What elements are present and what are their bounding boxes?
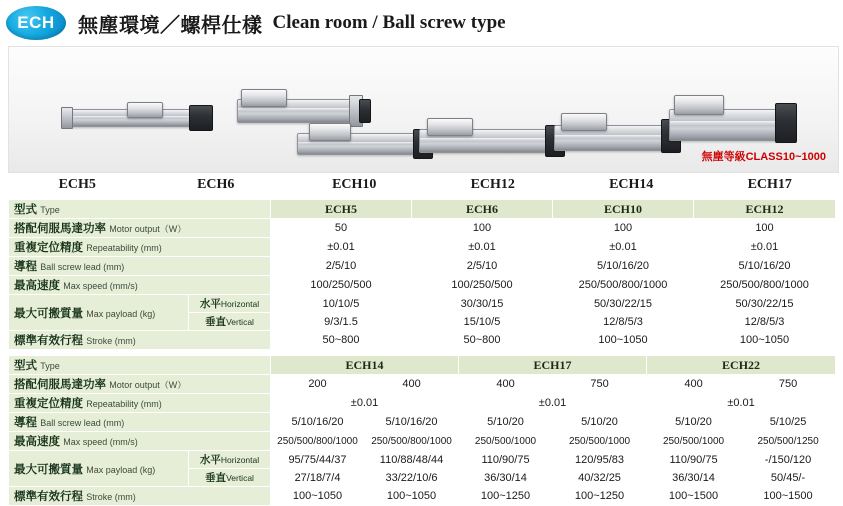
table-row bbox=[9, 451, 836, 469]
model-label-ech14: ECH14 bbox=[609, 177, 654, 192]
model-header-ech22: ECH22 bbox=[647, 356, 836, 375]
model-header-ech14: ECH14 bbox=[271, 356, 459, 375]
cell-max-speed-ech5: 100/250/500 bbox=[271, 276, 412, 295]
row-label-lead-2: 導程 Ball screw lead (mm) bbox=[9, 413, 271, 432]
cell-payload-h-ech10: 50/30/22/15 bbox=[553, 295, 694, 313]
table-row bbox=[9, 356, 836, 375]
cell-repeatability-ech14: ±0.01 bbox=[271, 394, 459, 413]
cell-stroke-ech22-400: 100~1500 bbox=[647, 487, 741, 506]
subrow-label-vertical: 垂直Vertical bbox=[189, 313, 271, 331]
spec-table-2 bbox=[8, 355, 836, 506]
row-label-motor-output-2: 搭配伺服馬達功率 Motor output（W） bbox=[9, 375, 271, 394]
model-label-ech5: ECH5 bbox=[58, 177, 96, 192]
table-row bbox=[9, 200, 836, 219]
cell-payload-h-ech5: 10/10/5 bbox=[271, 295, 412, 313]
cell-stroke-ech12: 100~1050 bbox=[694, 331, 836, 350]
model-label-ech10: ECH10 bbox=[332, 177, 377, 192]
cell-max-speed-ech14-400: 250/500/800/1000 bbox=[365, 432, 459, 451]
table-row bbox=[9, 276, 836, 295]
page-title-chinese: 無塵環境／螺桿仕樣 bbox=[78, 14, 263, 37]
model-label-ech12: ECH12 bbox=[470, 177, 515, 192]
row-label-type: 型式 Type bbox=[9, 200, 271, 219]
row-label-max-payload-2: 最大可搬質量 Max payload (kg) bbox=[9, 451, 189, 487]
cell-lead-ech22-400: 5/10/20 bbox=[647, 413, 741, 432]
model-header-ech6: ECH6 bbox=[412, 200, 553, 219]
subrow-label-vertical-2: 垂直Vertical bbox=[189, 469, 271, 487]
cell-motor-output-ech12: 100 bbox=[694, 219, 836, 238]
cell-payload-h-ech22-750: -/150/120 bbox=[741, 451, 836, 469]
cell-motor-output-ech14-400: 400 bbox=[365, 375, 459, 394]
table-row bbox=[9, 257, 836, 276]
cell-payload-v-ech17-400: 36/30/14 bbox=[459, 469, 553, 487]
model-label-ech6: ECH6 bbox=[197, 177, 235, 192]
cell-lead-ech14-200: 5/10/16/20 bbox=[271, 413, 365, 432]
cell-payload-v-ech22-400: 36/30/14 bbox=[647, 469, 741, 487]
cell-payload-h-ech22-400: 110/90/75 bbox=[647, 451, 741, 469]
cell-lead-ech10: 5/10/16/20 bbox=[553, 257, 694, 276]
cell-payload-h-ech17-400: 110/90/75 bbox=[459, 451, 553, 469]
cell-max-speed-ech12: 250/500/800/1000 bbox=[694, 276, 836, 295]
cell-stroke-ech14-200: 100~1050 bbox=[271, 487, 365, 506]
cell-payload-v-ech12: 12/8/5/3 bbox=[694, 313, 836, 331]
cell-repeatability-ech17: ±0.01 bbox=[459, 394, 647, 413]
cell-max-speed-ech22-750: 250/500/1250 bbox=[741, 432, 836, 451]
cell-stroke-ech10: 100~1050 bbox=[553, 331, 694, 350]
row-label-max-payload: 最大可搬質量 Max payload (kg) bbox=[9, 295, 189, 331]
cell-repeatability-ech10: ±0.01 bbox=[553, 238, 694, 257]
table-row bbox=[9, 394, 836, 413]
row-label-max-speed: 最高速度 Max speed (mm/s) bbox=[9, 276, 271, 295]
cell-max-speed-ech17-400: 250/500/1000 bbox=[459, 432, 553, 451]
cell-stroke-ech6: 50~800 bbox=[412, 331, 553, 350]
cell-stroke-ech22-750: 100~1500 bbox=[741, 487, 836, 506]
cell-payload-v-ech14-400: 33/22/10/6 bbox=[365, 469, 459, 487]
cell-repeatability-ech6: ±0.01 bbox=[412, 238, 553, 257]
cell-max-speed-ech22-400: 250/500/1000 bbox=[647, 432, 741, 451]
cell-lead-ech5: 2/5/10 bbox=[271, 257, 412, 276]
cell-lead-ech22-750: 5/10/25 bbox=[741, 413, 836, 432]
cell-motor-output-ech17-400: 400 bbox=[459, 375, 553, 394]
row-label-stroke-2: 標準有效行程 Stroke (mm) bbox=[9, 487, 271, 506]
cell-lead-ech12: 5/10/16/20 bbox=[694, 257, 836, 276]
row-label-stroke: 標準有效行程 Stroke (mm) bbox=[9, 331, 271, 350]
table-row bbox=[9, 295, 836, 313]
cell-stroke-ech5: 50~800 bbox=[271, 331, 412, 350]
subrow-label-horizontal: 水平Horizontal bbox=[189, 295, 271, 313]
cell-repeatability-ech12: ±0.01 bbox=[694, 238, 836, 257]
cell-stroke-ech14-400: 100~1050 bbox=[365, 487, 459, 506]
cell-payload-v-ech6: 15/10/5 bbox=[412, 313, 553, 331]
row-label-lead: 導程 Ball screw lead (mm) bbox=[9, 257, 271, 276]
row-label-type-2: 型式 Type bbox=[9, 356, 271, 375]
page-header bbox=[0, 0, 843, 44]
product-photo-strip bbox=[8, 46, 839, 173]
cell-payload-v-ech10: 12/8/5/3 bbox=[553, 313, 694, 331]
table-row bbox=[9, 487, 836, 506]
table-row bbox=[9, 238, 836, 257]
cell-stroke-ech17-400: 100~1250 bbox=[459, 487, 553, 506]
row-label-motor-output: 搭配伺服馬達功率 Motor output（W） bbox=[9, 219, 271, 238]
cell-motor-output-ech22-750: 750 bbox=[741, 375, 836, 394]
cell-payload-h-ech14-400: 110/88/48/44 bbox=[365, 451, 459, 469]
table-row bbox=[9, 331, 836, 350]
cell-payload-v-ech5: 9/3/1.5 bbox=[271, 313, 412, 331]
subrow-label-horizontal-2: 水平Horizontal bbox=[189, 451, 271, 469]
cell-payload-h-ech12: 50/30/22/15 bbox=[694, 295, 836, 313]
model-header-ech17: ECH17 bbox=[459, 356, 647, 375]
cell-repeatability-ech5: ±0.01 bbox=[271, 238, 412, 257]
cell-motor-output-ech6: 100 bbox=[412, 219, 553, 238]
model-label-ech17: ECH17 bbox=[747, 177, 792, 192]
spec-table-1 bbox=[8, 199, 836, 350]
table-row bbox=[9, 413, 836, 432]
row-label-repeatability-2: 重複定位精度 Repeatability (mm) bbox=[9, 394, 271, 413]
model-header-ech10: ECH10 bbox=[553, 200, 694, 219]
cell-payload-h-ech17-750: 120/95/83 bbox=[553, 451, 647, 469]
cell-lead-ech17-750: 5/10/20 bbox=[553, 413, 647, 432]
ech-logo: ECH bbox=[6, 6, 66, 40]
cell-motor-output-ech17-750: 750 bbox=[553, 375, 647, 394]
cell-payload-v-ech14-200: 27/18/7/4 bbox=[271, 469, 365, 487]
cell-max-speed-ech17-750: 250/500/1000 bbox=[553, 432, 647, 451]
cell-max-speed-ech10: 250/500/800/1000 bbox=[553, 276, 694, 295]
cell-payload-h-ech6: 30/30/15 bbox=[412, 295, 553, 313]
cell-lead-ech17-400: 5/10/20 bbox=[459, 413, 553, 432]
cell-motor-output-ech22-400: 400 bbox=[647, 375, 741, 394]
model-header-ech12: ECH12 bbox=[694, 200, 836, 219]
page-title-english: Clean room / Ball screw type bbox=[272, 12, 506, 33]
cell-lead-ech6: 2/5/10 bbox=[412, 257, 553, 276]
cell-max-speed-ech14-200: 250/500/800/1000 bbox=[271, 432, 365, 451]
table-row bbox=[9, 219, 836, 238]
cell-stroke-ech17-750: 100~1250 bbox=[553, 487, 647, 506]
row-label-repeatability: 重複定位精度 Repeatability (mm) bbox=[9, 238, 271, 257]
cell-motor-output-ech10: 100 bbox=[553, 219, 694, 238]
cell-payload-v-ech17-750: 40/32/25 bbox=[553, 469, 647, 487]
cell-motor-output-ech5: 50 bbox=[271, 219, 412, 238]
cell-max-speed-ech6: 100/250/500 bbox=[412, 276, 553, 295]
row-label-max-speed-2: 最高速度 Max speed (mm/s) bbox=[9, 432, 271, 451]
clean-class-note: 無塵等級CLASS10~1000 bbox=[701, 151, 826, 163]
cell-lead-ech14-400: 5/10/16/20 bbox=[365, 413, 459, 432]
model-header-ech5: ECH5 bbox=[271, 200, 412, 219]
cell-repeatability-ech22: ±0.01 bbox=[647, 394, 836, 413]
table-row bbox=[9, 432, 836, 451]
model-label-row bbox=[8, 177, 839, 195]
cell-payload-h-ech14-200: 95/75/44/37 bbox=[271, 451, 365, 469]
table-row bbox=[9, 375, 836, 394]
cell-motor-output-ech14-200: 200 bbox=[271, 375, 365, 394]
cell-payload-v-ech22-750: 50/45/- bbox=[741, 469, 836, 487]
